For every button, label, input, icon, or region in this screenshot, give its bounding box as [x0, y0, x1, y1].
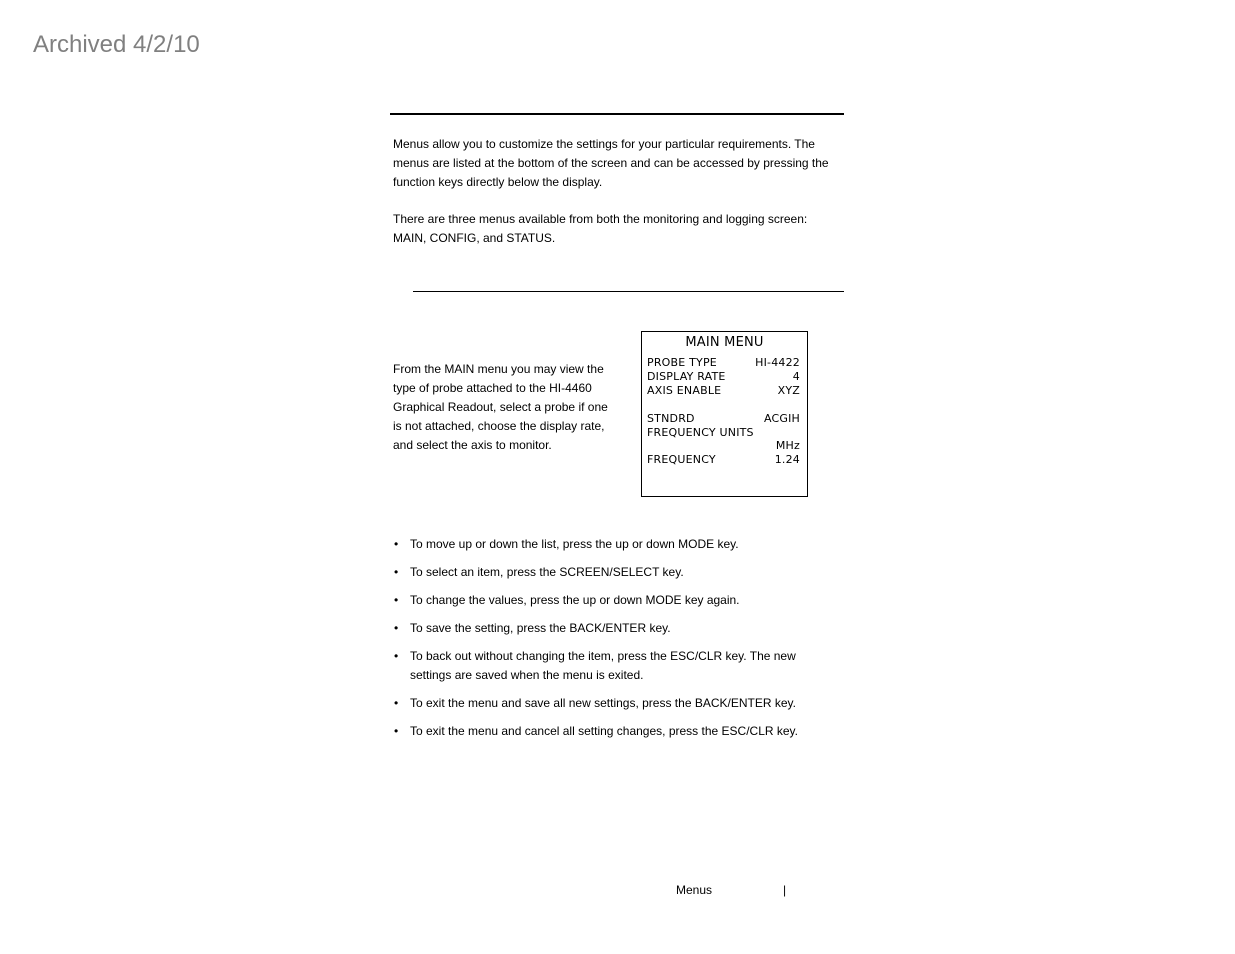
list-item [393, 563, 833, 582]
archived-watermark: Archived 4/2/10 [33, 31, 200, 58]
bullet-icon: • [394, 724, 399, 738]
bullet-icon: • [394, 649, 399, 663]
lcd-row-label: PROBE TYPE [647, 356, 717, 369]
lcd-row-frequency-units-value [647, 439, 800, 453]
list-item-text: To change the values, press the up or down MODE key again. [410, 593, 740, 607]
lcd-row-label: FREQUENCY [647, 453, 716, 466]
lcd-row-display-rate [647, 370, 800, 384]
intro-paragraph-1: Menus allow you to customize the settings for your particular requirements. The menus are listed at the bottom of the screen and can be accessed by pressing the function keys directly below the display. [393, 137, 829, 189]
list-item [393, 591, 833, 610]
list-item [393, 722, 833, 741]
list-item-text: To exit the menu and save all new settings, press the BACK/ENTER key. [410, 696, 796, 710]
main-menu-lcd-screenshot [641, 331, 808, 497]
bullet-icon: • [394, 621, 399, 635]
list-item-text: To select an item, press the SCREEN/SELECT key. [410, 565, 684, 579]
lcd-row-value: MHz [775, 439, 800, 452]
lcd-title: MAIN MENU [685, 335, 764, 350]
subsection-rule [413, 291, 844, 292]
lcd-row-value: ACGIH [763, 412, 800, 425]
lcd-row-axis-enable [647, 384, 800, 398]
lcd-row-value: 4 [792, 370, 800, 383]
bullet-icon: • [394, 537, 399, 551]
list-item-text: To back out without changing the item, press the ESC/CLR key. The new settings are saved when the menu is exited. [410, 649, 796, 682]
lcd-row-standard [647, 412, 800, 426]
list-item-text: To exit the menu and cancel all setting changes, press the ESC/CLR key. [410, 724, 798, 738]
list-item [393, 535, 833, 554]
bullet-icon: • [394, 593, 399, 607]
footer-section-label: Menus [676, 883, 713, 897]
lcd-row-value: XYZ [777, 384, 800, 397]
lcd-row-value: HI-4422 [755, 356, 800, 369]
list-item-text: To save the setting, press the BACK/ENTER key. [410, 621, 671, 635]
bullet-icon: • [394, 565, 399, 579]
instruction-list [393, 535, 833, 750]
lcd-row-frequency-units [647, 426, 800, 440]
list-item [393, 647, 833, 685]
section-top-rule [390, 113, 844, 115]
list-item [393, 619, 833, 638]
intro-paragraph-2: There are three menus available from both the monitoring and logging screen: MAIN, CONFIG, and STATUS. [393, 212, 808, 245]
lcd-row-probe-type [647, 356, 800, 370]
lcd-row-label: AXIS ENABLE [647, 384, 722, 397]
list-item [393, 694, 833, 713]
list-item-text: To move up or down the list, press the up or down MODE key. [410, 537, 739, 551]
lcd-row-label: STNDRD [647, 412, 695, 425]
main-menu-description: From the MAIN menu you may view the type of probe attached to the HI-4460 Graphical Readout, select a probe if one is not attached, choose the display rate, and select the axis to monitor. [393, 362, 608, 452]
footer-separator: | [783, 883, 787, 897]
bullet-icon: • [394, 696, 399, 710]
lcd-row-label: DISPLAY RATE [647, 370, 726, 383]
lcd-row-label: FREQUENCY UNITS [647, 426, 754, 439]
lcd-row-frequency [647, 453, 800, 467]
lcd-row-value: 1.24 [774, 453, 800, 466]
